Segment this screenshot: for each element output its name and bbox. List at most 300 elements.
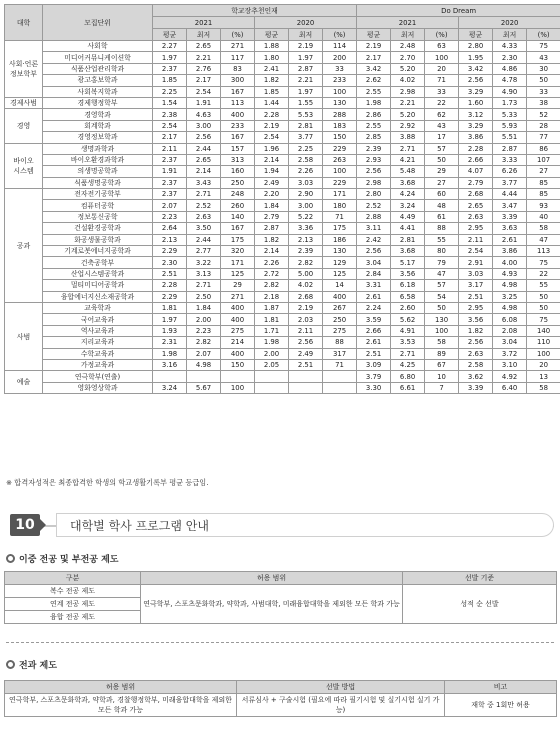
value-cell: 2.82 xyxy=(187,337,221,348)
circle-bullet-icon xyxy=(6,660,15,669)
value-cell: 2.65 xyxy=(187,41,221,52)
value-cell: 4.91 xyxy=(391,325,425,336)
value-cell: 6.08 xyxy=(493,314,527,325)
value-cell xyxy=(289,371,323,382)
value-cell: 1.97 xyxy=(153,52,187,63)
value-cell: 2.81 xyxy=(391,234,425,245)
value-cell: 57 xyxy=(425,280,459,291)
value-cell xyxy=(323,371,357,382)
subsection-title: 전과 제도 xyxy=(19,661,57,671)
value-cell: 150 xyxy=(323,132,357,143)
value-cell: 2.50 xyxy=(187,291,221,302)
value-cell: 2.71 xyxy=(391,143,425,154)
value-cell: 3.11 xyxy=(357,223,391,234)
value-cell: 6.40 xyxy=(493,382,527,393)
value-cell: 186 xyxy=(323,234,357,245)
value-cell: 400 xyxy=(323,291,357,302)
col-pct: (%) xyxy=(425,29,459,41)
value-cell: 2.80 xyxy=(357,189,391,200)
value-cell: 2.60 xyxy=(391,302,425,313)
value-cell: 3.24 xyxy=(153,382,187,393)
value-cell: 2.03 xyxy=(289,314,323,325)
value-cell: 50 xyxy=(425,154,459,165)
value-cell: 167 xyxy=(221,223,255,234)
value-cell: 20 xyxy=(425,63,459,74)
value-cell: 400 xyxy=(221,348,255,359)
value-cell: 2.20 xyxy=(255,189,289,200)
value-cell: 2.55 xyxy=(357,86,391,97)
value-cell: 2.49 xyxy=(289,348,323,359)
value-cell: 3.25 xyxy=(493,291,527,302)
value-cell: 4.07 xyxy=(459,166,493,177)
value-cell: 58 xyxy=(527,382,560,393)
value-cell: 3.72 xyxy=(493,348,527,359)
value-cell: 2.79 xyxy=(459,177,493,188)
value-cell: 2.14 xyxy=(255,246,289,257)
value-cell: 2.13 xyxy=(153,234,187,245)
value-cell: 47 xyxy=(425,268,459,279)
value-cell: 5.67 xyxy=(187,382,221,393)
value-cell: 1.82 xyxy=(459,325,493,336)
value-cell: 2.66 xyxy=(459,154,493,165)
col-min: 최저 xyxy=(187,29,221,41)
value-cell: 2.30 xyxy=(153,257,187,268)
value-cell: 4.02 xyxy=(391,75,425,86)
value-cell: 175 xyxy=(323,223,357,234)
value-cell: 3.13 xyxy=(187,268,221,279)
value-cell xyxy=(323,382,357,393)
table-row xyxy=(5,132,560,143)
admission-table xyxy=(4,4,560,394)
value-cell: 400 xyxy=(221,302,255,313)
value-cell: 2.13 xyxy=(289,234,323,245)
value-cell xyxy=(255,371,289,382)
value-cell: 50 xyxy=(425,302,459,313)
value-cell: 113 xyxy=(221,97,255,108)
dept-cell: 기계로봇에너지공학과 xyxy=(43,246,153,257)
value-cell: 71 xyxy=(323,359,357,370)
value-cell: 2.65 xyxy=(459,200,493,211)
value-cell: 2.29 xyxy=(153,291,187,302)
value-cell: 3.09 xyxy=(357,359,391,370)
value-cell xyxy=(221,371,255,382)
table-row xyxy=(5,280,560,291)
dept-cell: 식품산업관리학과 xyxy=(43,63,153,74)
value-cell: 2.87 xyxy=(289,63,323,74)
value-cell: 3.04 xyxy=(357,257,391,268)
value-cell: 5.51 xyxy=(493,132,527,143)
value-cell: 2.54 xyxy=(255,132,289,143)
value-cell: 2.71 xyxy=(391,348,425,359)
divider xyxy=(6,642,554,643)
value-cell: 2.84 xyxy=(357,268,391,279)
value-cell: 130 xyxy=(323,97,357,108)
value-cell: 130 xyxy=(323,246,357,257)
table-row xyxy=(5,348,560,359)
value-cell: 2.21 xyxy=(391,97,425,108)
value-cell: 2.28 xyxy=(153,280,187,291)
value-cell: 2.19 xyxy=(255,120,289,131)
value-cell: 2.66 xyxy=(357,325,391,336)
col-range: 허용 범위 xyxy=(141,572,403,585)
value-cell: 2.07 xyxy=(187,348,221,359)
value-cell: 263 xyxy=(323,154,357,165)
value-cell: 3.00 xyxy=(289,200,323,211)
value-cell: 2.95 xyxy=(459,223,493,234)
value-cell: 125 xyxy=(221,268,255,279)
value-cell: 107 xyxy=(527,154,560,165)
value-cell: 67 xyxy=(425,359,459,370)
subsection-transfer xyxy=(6,658,57,671)
value-cell: 2.00 xyxy=(187,314,221,325)
value-cell: 1.97 xyxy=(289,86,323,97)
value-cell: 167 xyxy=(221,86,255,97)
value-cell: 2.70 xyxy=(391,52,425,63)
value-cell: 33 xyxy=(527,86,560,97)
value-cell: 250 xyxy=(221,177,255,188)
col-avg: 평균 xyxy=(357,29,391,41)
value-cell: 160 xyxy=(221,166,255,177)
value-cell: 3.68 xyxy=(391,177,425,188)
value-cell: 400 xyxy=(221,314,255,325)
value-cell: 2.54 xyxy=(153,120,187,131)
value-cell: 2.82 xyxy=(289,257,323,268)
college-cell: 사회·언론 정보학부 xyxy=(5,41,43,98)
value-cell: 1.84 xyxy=(255,200,289,211)
value-cell: 6.26 xyxy=(493,166,527,177)
dept-cell: 국어교육과 xyxy=(43,314,153,325)
range-text: 연극학부, 스포츠문화학과, 약학과, 사범대학, 미래융합대학을 제외한 모든 학과 가능 xyxy=(141,585,403,624)
value-cell: 2.19 xyxy=(289,302,323,313)
value-cell: 22 xyxy=(527,268,560,279)
value-cell: 13 xyxy=(527,371,560,382)
value-cell: 2.00 xyxy=(255,348,289,359)
value-cell: 100 xyxy=(323,166,357,177)
value-cell: 2.11 xyxy=(153,143,187,154)
value-cell: 175 xyxy=(221,234,255,245)
dept-cell: 융합에너지신소재공학과 xyxy=(43,291,153,302)
value-cell: 140 xyxy=(221,211,255,222)
value-cell: 1.94 xyxy=(255,166,289,177)
value-cell: 2.54 xyxy=(187,86,221,97)
value-cell: 48 xyxy=(425,200,459,211)
table-row xyxy=(5,200,560,211)
value-cell: 28 xyxy=(527,120,560,131)
dept-cell: 회계학과 xyxy=(43,120,153,131)
value-cell: 4.90 xyxy=(493,86,527,97)
value-cell: 3.22 xyxy=(187,257,221,268)
value-cell: 1.84 xyxy=(187,302,221,313)
col-unit: 모집단위 xyxy=(43,5,153,41)
value-cell: 10 xyxy=(425,371,459,382)
col-univ: 대학 xyxy=(5,5,43,41)
value-cell: 3.04 xyxy=(493,337,527,348)
value-cell: 2.42 xyxy=(357,234,391,245)
value-cell: 1.98 xyxy=(255,337,289,348)
value-cell: 85 xyxy=(527,177,560,188)
value-cell: 2.58 xyxy=(459,359,493,370)
value-cell: 2.80 xyxy=(459,41,493,52)
year-2021: 2021 xyxy=(153,17,255,29)
value-cell: 3.86 xyxy=(459,132,493,143)
value-cell: 3.68 xyxy=(391,246,425,257)
value-cell: 2.90 xyxy=(289,189,323,200)
value-cell: 2.44 xyxy=(187,234,221,245)
value-cell: 200 xyxy=(323,52,357,63)
table-row xyxy=(5,52,560,63)
value-cell: 3.77 xyxy=(493,177,527,188)
value-cell: 2.56 xyxy=(459,337,493,348)
value-cell: 58 xyxy=(527,223,560,234)
value-cell: 2.51 xyxy=(289,359,323,370)
value-cell: 62 xyxy=(425,109,459,120)
college-cell: 사범 xyxy=(5,302,43,370)
dept-cell: 사회학 xyxy=(43,41,153,52)
col-type: 구분 xyxy=(5,572,141,585)
value-cell: 6.80 xyxy=(391,371,425,382)
value-cell: 43 xyxy=(425,120,459,131)
value-cell: 1.85 xyxy=(255,86,289,97)
value-cell: 2.28 xyxy=(459,143,493,154)
dept-cell: 경영학과 xyxy=(43,109,153,120)
value-cell: 4.98 xyxy=(187,359,221,370)
value-cell: 4.33 xyxy=(493,41,527,52)
value-cell: 2.79 xyxy=(255,211,289,222)
value-cell: 2.27 xyxy=(153,41,187,52)
value-cell: 2.56 xyxy=(459,75,493,86)
value-cell: 2.98 xyxy=(357,177,391,188)
value-cell: 2.31 xyxy=(153,337,187,348)
value-cell: 248 xyxy=(221,189,255,200)
college-cell: 예술 xyxy=(5,371,43,394)
value-cell: 2.56 xyxy=(187,132,221,143)
col-note: 비고 xyxy=(445,681,557,694)
value-cell: 1.88 xyxy=(255,41,289,52)
value-cell: 3.24 xyxy=(391,200,425,211)
value-cell: 5.93 xyxy=(493,120,527,131)
value-cell: 1.91 xyxy=(187,97,221,108)
value-cell: 183 xyxy=(323,120,357,131)
value-cell: 2.30 xyxy=(493,52,527,63)
col-pct: (%) xyxy=(527,29,560,41)
value-cell: 4.92 xyxy=(493,371,527,382)
value-cell: 50 xyxy=(527,291,560,302)
value-cell: 1.60 xyxy=(459,97,493,108)
college-cell: 공과 xyxy=(5,189,43,303)
dept-cell: 지리교육과 xyxy=(43,337,153,348)
value-cell: 88 xyxy=(425,223,459,234)
col-pct: (%) xyxy=(323,29,357,41)
table-row xyxy=(5,143,560,154)
table-row xyxy=(5,109,560,120)
value-cell: 3.36 xyxy=(289,223,323,234)
value-cell: 2.26 xyxy=(255,257,289,268)
value-cell: 3.03 xyxy=(289,177,323,188)
value-cell: 1.55 xyxy=(289,97,323,108)
value-cell: 2.76 xyxy=(187,63,221,74)
value-cell: 157 xyxy=(221,143,255,154)
value-cell: 100 xyxy=(221,382,255,393)
value-cell: 229 xyxy=(323,143,357,154)
value-cell: 4.24 xyxy=(391,189,425,200)
value-cell: 2.64 xyxy=(153,223,187,234)
transfer-table xyxy=(4,680,557,717)
value-cell: 1.91 xyxy=(153,166,187,177)
value-cell: 2.98 xyxy=(391,86,425,97)
criteria-text: 성적 순 선발 xyxy=(403,585,557,624)
year-2020: 2020 xyxy=(459,17,560,29)
value-cell: 4.86 xyxy=(493,63,527,74)
value-cell: 5.20 xyxy=(391,109,425,120)
value-cell: 250 xyxy=(323,314,357,325)
value-cell: 75 xyxy=(527,41,560,52)
value-cell: 2.05 xyxy=(255,359,289,370)
value-cell: 2.85 xyxy=(357,132,391,143)
value-cell: 113 xyxy=(527,246,560,257)
value-cell: 2.71 xyxy=(187,280,221,291)
value-cell: 55 xyxy=(527,280,560,291)
value-cell: 2.14 xyxy=(187,166,221,177)
value-cell: 2.37 xyxy=(153,177,187,188)
dept-cell: 사회복지학과 xyxy=(43,86,153,97)
col-do-dream: Do Dream xyxy=(357,5,560,17)
type-item: 복수 전공 제도 xyxy=(5,585,141,598)
value-cell: 2.38 xyxy=(153,109,187,120)
value-cell: 271 xyxy=(221,41,255,52)
value-cell: 79 xyxy=(425,257,459,268)
table-row xyxy=(5,246,560,257)
value-cell: 110 xyxy=(527,337,560,348)
value-cell: 271 xyxy=(221,291,255,302)
value-cell: 6.61 xyxy=(391,382,425,393)
value-cell: 2.52 xyxy=(187,200,221,211)
value-cell: 60 xyxy=(425,189,459,200)
value-cell: 2.37 xyxy=(153,63,187,74)
value-cell: 2.88 xyxy=(357,211,391,222)
value-cell: 77 xyxy=(527,132,560,143)
value-cell: 2.41 xyxy=(255,63,289,74)
table-row xyxy=(5,257,560,268)
table-row xyxy=(5,291,560,302)
value-cell xyxy=(153,371,187,382)
value-cell: 2.26 xyxy=(289,166,323,177)
value-cell: 4.78 xyxy=(493,75,527,86)
value-cell: 114 xyxy=(323,41,357,52)
college-cell: 경영 xyxy=(5,109,43,143)
double-major-table xyxy=(4,571,557,624)
value-cell: 1.81 xyxy=(255,314,289,325)
dept-cell: 멀티미디어공학과 xyxy=(43,280,153,291)
col-min: 최저 xyxy=(493,29,527,41)
value-cell: 29 xyxy=(221,280,255,291)
value-cell: 20 xyxy=(527,359,560,370)
value-cell: 17 xyxy=(425,132,459,143)
value-cell: 2.07 xyxy=(153,200,187,211)
value-cell: 1.71 xyxy=(255,325,289,336)
value-cell: 5.17 xyxy=(391,257,425,268)
table-row xyxy=(5,97,560,108)
value-cell: 61 xyxy=(425,211,459,222)
value-cell: 7 xyxy=(425,382,459,393)
dept-cell: 연극학부(연출) xyxy=(43,371,153,382)
value-cell: 2.93 xyxy=(357,154,391,165)
value-cell: 4.21 xyxy=(391,154,425,165)
value-cell: 57 xyxy=(425,143,459,154)
value-cell: 1.95 xyxy=(459,52,493,63)
value-cell: 3.88 xyxy=(391,132,425,143)
value-cell: 2.37 xyxy=(153,189,187,200)
value-cell: 2.11 xyxy=(459,234,493,245)
value-cell: 2.28 xyxy=(255,109,289,120)
dept-cell: 정보통신공학 xyxy=(43,211,153,222)
table-row xyxy=(5,86,560,97)
value-cell: 1.82 xyxy=(255,75,289,86)
value-cell: 2.14 xyxy=(255,154,289,165)
value-cell: 2.37 xyxy=(153,154,187,165)
dept-cell: 전자전기공학부 xyxy=(43,189,153,200)
value-cell: 117 xyxy=(221,52,255,63)
value-cell: 4.93 xyxy=(493,268,527,279)
college-cell: 경제사범 xyxy=(5,97,43,108)
value-cell: 86 xyxy=(527,143,560,154)
value-cell: 100 xyxy=(425,325,459,336)
dept-cell: 광고홍보학과 xyxy=(43,75,153,86)
year-2020: 2020 xyxy=(255,17,357,29)
table-row xyxy=(5,268,560,279)
value-cell: 83 xyxy=(221,63,255,74)
value-cell: 52 xyxy=(527,109,560,120)
value-cell: 55 xyxy=(425,234,459,245)
value-cell: 3.63 xyxy=(493,223,527,234)
value-cell: 33 xyxy=(323,63,357,74)
value-cell: 5.53 xyxy=(289,109,323,120)
dept-cell: 경제행정학부 xyxy=(43,97,153,108)
value-cell: 2.81 xyxy=(289,120,323,131)
circle-bullet-icon xyxy=(6,554,15,563)
value-cell: 100 xyxy=(527,348,560,359)
col-avg: 평균 xyxy=(153,29,187,41)
value-cell: 4.49 xyxy=(391,211,425,222)
value-cell: 2.65 xyxy=(187,154,221,165)
value-cell: 4.44 xyxy=(493,189,527,200)
dept-cell: 바이오환경과학과 xyxy=(43,154,153,165)
value-cell: 100 xyxy=(425,52,459,63)
value-cell: 2.19 xyxy=(357,41,391,52)
value-cell: 2.61 xyxy=(357,291,391,302)
value-cell: 2.58 xyxy=(289,154,323,165)
dept-cell: 역사교육과 xyxy=(43,325,153,336)
value-cell: 233 xyxy=(323,75,357,86)
value-cell: 2.25 xyxy=(153,86,187,97)
table-row xyxy=(5,314,560,325)
table-row xyxy=(5,223,560,234)
value-cell: 1.73 xyxy=(493,97,527,108)
value-cell: 2.95 xyxy=(459,302,493,313)
value-cell: 3.30 xyxy=(357,382,391,393)
value-cell: 3.03 xyxy=(459,268,493,279)
value-cell: 80 xyxy=(425,246,459,257)
value-cell: 125 xyxy=(323,268,357,279)
value-cell: 2.71 xyxy=(187,189,221,200)
value-cell: 2.55 xyxy=(357,120,391,131)
value-cell: 6.58 xyxy=(391,291,425,302)
value-cell: 1.87 xyxy=(255,302,289,313)
value-cell: 3.47 xyxy=(493,200,527,211)
value-cell: 2.48 xyxy=(391,41,425,52)
value-cell: 2.56 xyxy=(357,246,391,257)
table-row xyxy=(5,166,560,177)
value-cell: 3.17 xyxy=(459,280,493,291)
